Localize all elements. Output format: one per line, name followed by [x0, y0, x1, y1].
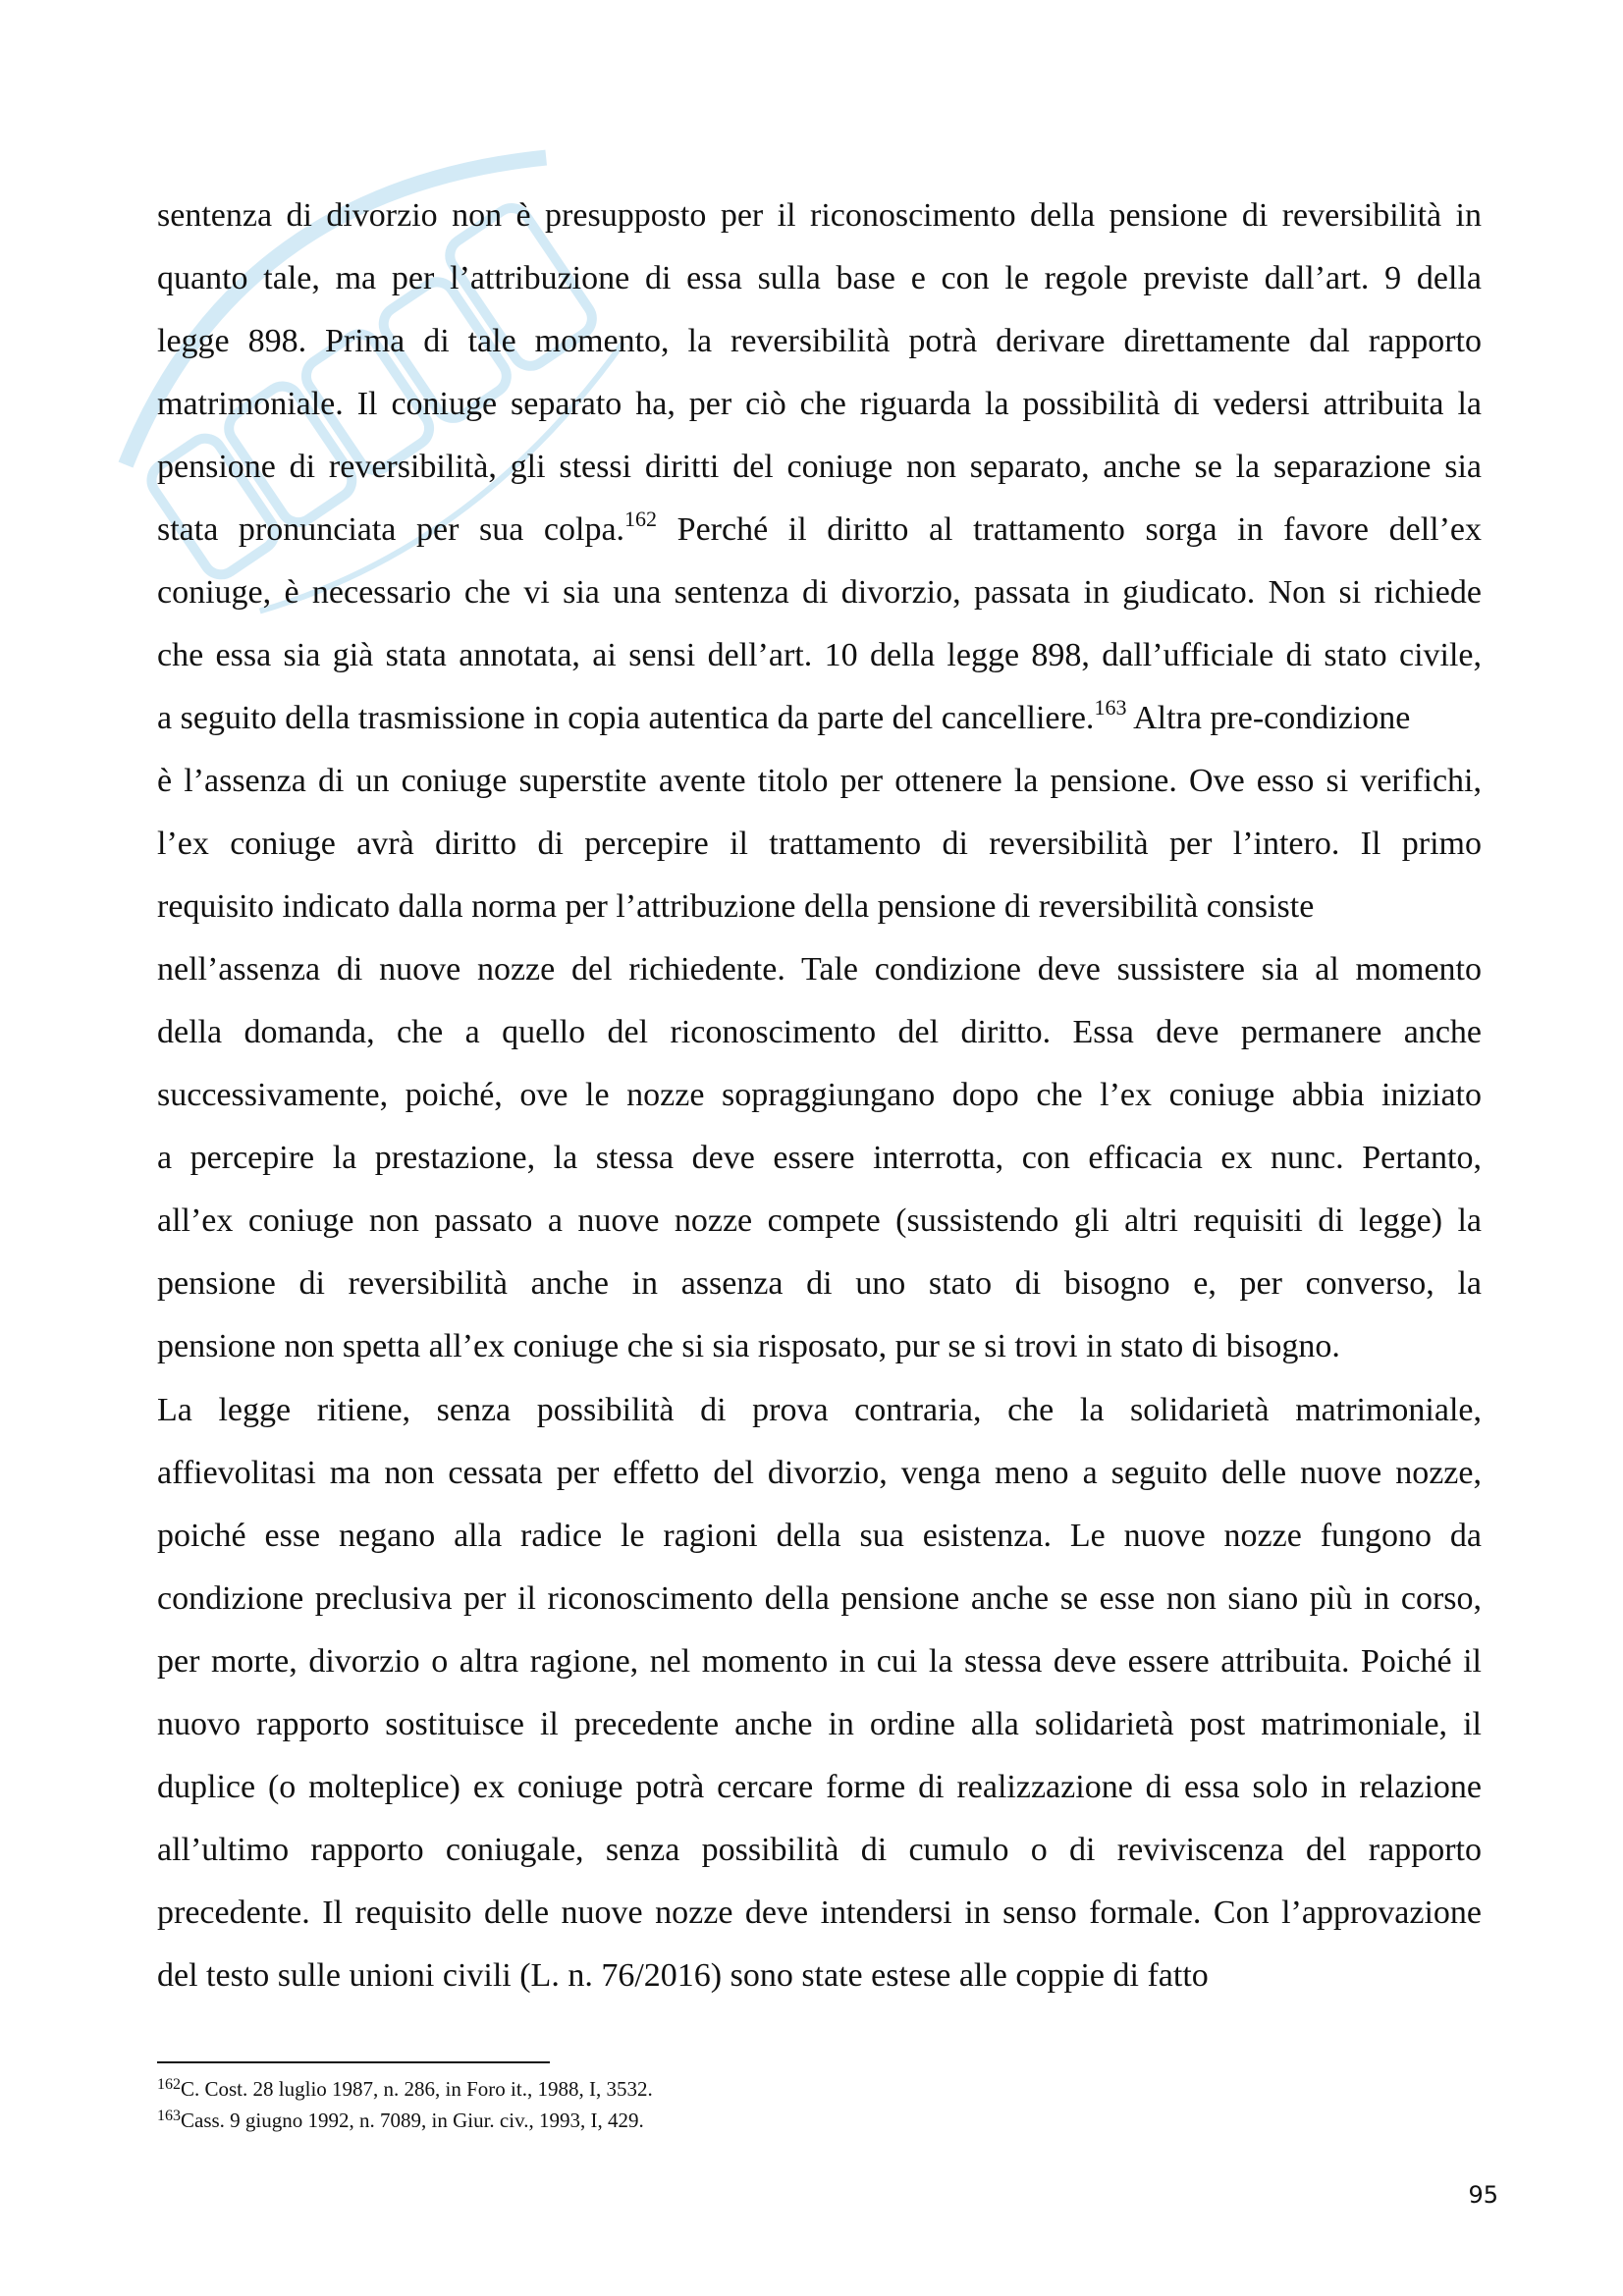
paragraph-1: [157, 185, 1482, 1378]
text-line: coniuge, è necessario che vi sia una sentenza di divorzio, passata in giudicato. Non si richiede: [157, 574, 1482, 611]
text-line: nuovo rapporto sostituisce il precedente anche in ordine alla solidarietà post matrimoniale, il: [157, 1706, 1482, 1742]
text-line: affievolitasi ma non cessata per effetto del divorzio, venga meno a seguito delle nuove nozze,: [157, 1455, 1482, 1491]
text-line: successivamente, poiché, ove le nozze sopraggiungano dopo che l’ex coniuge abbia iniziato: [157, 1077, 1482, 1113]
text-line: per morte, divorzio o altra ragione, nel momento in cui la stessa deve essere attribuita. Poiché il: [157, 1643, 1482, 1680]
text-line: matrimoniale. Il coniuge separato ha, per ciò che riguarda la possibilità di vedersi attribuita la: [157, 386, 1482, 422]
footnotes: [157, 2073, 653, 2136]
text-segment: a seguito della trasmissione in copia autentica da parte del cancelliere.: [157, 700, 1095, 736]
text-line: pensione di reversibilità, gli stessi diritti del coniuge non separato, anche se la separazione sia: [157, 449, 1482, 485]
text-line: poiché esse negano alla radice le ragioni della sua esistenza. Le nuove nozze fungono da: [157, 1518, 1482, 1554]
footnote-ref-162[interactable]: 162: [624, 507, 658, 531]
footnote-separator: [157, 2061, 550, 2063]
footnote-number: 162: [157, 2076, 181, 2093]
text-line: a percepire la prestazione, la stessa deve essere interrotta, con efficacia ex nunc. Pertanto,: [157, 1140, 1482, 1176]
text-line: all’ex coniuge non passato a nuove nozze compete (sussistendo gli altri requisiti di legge) la: [157, 1202, 1482, 1239]
text-line: è l’assenza di un coniuge superstite avente titolo per ottenere la pensione. Ove esso si verifichi,: [157, 763, 1482, 799]
text-line: della domanda, che a quello del riconoscimento del diritto. Essa deve permanere anche: [157, 1014, 1482, 1050]
text-line: pensione non spetta all’ex coniuge che si sia risposato, pur se si trovi in stato di bisogno.: [157, 1328, 1340, 1364]
text-line: duplice (o molteplice) ex coniuge potrà cercare forme di realizzazione di essa solo in relazione: [157, 1769, 1482, 1805]
footnote-text: C. Cost. 28 luglio 1987, n. 286, in Foro it., 1988, I, 3532.: [181, 2077, 653, 2101]
text-line: nell’assenza di nuove nozze del richiedente. Tale condizione deve sussistere sia al momento: [157, 951, 1482, 988]
text-line: [157, 499, 1482, 561]
text-segment: Altra pre-condizione: [1133, 700, 1411, 736]
text-segment: Perché il diritto al trattamento sorga in favore dell’ex: [676, 511, 1482, 548]
text-line: quanto tale, ma per l’attribuzione di essa sulla base e con le regole previste dall’art. 9 della: [157, 260, 1482, 296]
text-segment: stata pronunciata per sua colpa.: [157, 511, 625, 548]
text-line: precedente. Il requisito delle nuove nozze deve intendersi in senso formale. Con l’approvazione: [157, 1895, 1482, 1931]
text-line: sentenza di divorzio non è presupposto per il riconoscimento della pensione di reversibilità in: [157, 197, 1482, 234]
text-line: pensione di reversibilità anche in assenza di uno stato di bisogno e, per converso, la: [157, 1265, 1482, 1302]
text-line: [157, 687, 1482, 750]
text-line: requisito indicato dalla norma per l’attribuzione della pensione di reversibilità consiste: [157, 888, 1315, 925]
text-line: condizione preclusiva per il riconoscimento della pensione anche se esse non siano più in corso,: [157, 1580, 1482, 1617]
text-line: legge 898. Prima di tale momento, la reversibilità potrà derivare direttamente dal rapporto: [157, 323, 1482, 359]
text-line: del testo sulle unioni civili (L. n. 76/2016) sono state estese alle coppie di fatto: [157, 1957, 1209, 1994]
text-line: che essa sia già stata annotata, ai sensi dell’art. 10 della legge 898, dall’ufficiale di stato civile,: [157, 637, 1482, 673]
footnote-ref-163[interactable]: 163: [1094, 695, 1127, 720]
text-line: La legge ritiene, senza possibilità di prova contraria, che la solidarietà matrimoniale,: [157, 1392, 1482, 1428]
page-number: 95: [1468, 2181, 1498, 2209]
footnote-number: 163: [157, 2108, 181, 2124]
paragraph-2: [157, 1379, 1482, 2007]
footnote-163: [157, 2105, 653, 2136]
footnote-162: [157, 2073, 653, 2105]
footnote-text: Cass. 9 giugno 1992, n. 7089, in Giur. civ., 1993, I, 429.: [181, 2109, 644, 2132]
text-line: all’ultimo rapporto coniugale, senza possibilità di cumulo o di reviviscenza del rapporto: [157, 1832, 1482, 1868]
text-line: l’ex coniuge avrà diritto di percepire il trattamento di reversibilità per l’intero. Il primo: [157, 826, 1482, 862]
